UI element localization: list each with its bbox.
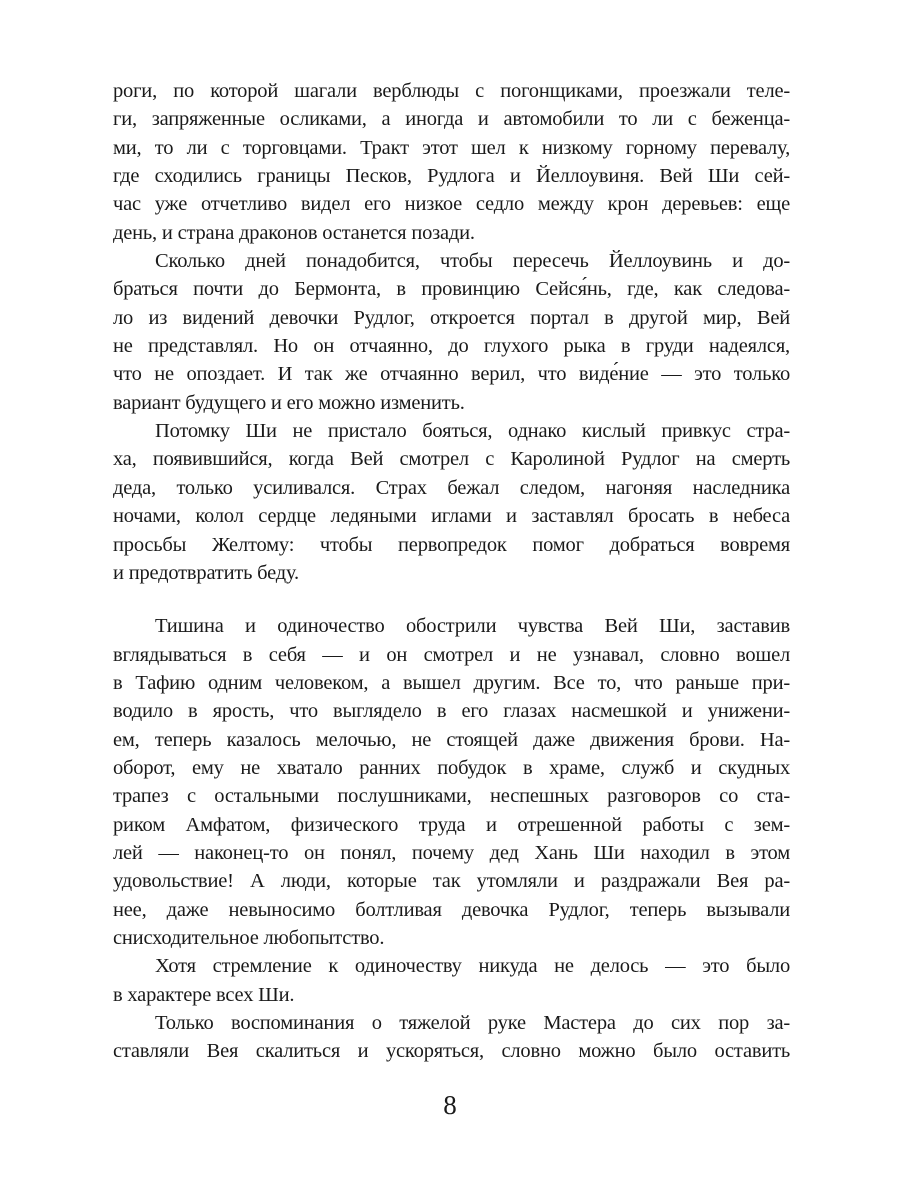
text-line: деда, только усиливался. Страх бежал следом, нагоняя наследника: [113, 476, 790, 499]
text-line: ги, запряженные осликами, а иногда и автомобили то ли с беженца-: [113, 108, 790, 131]
text-line: день, и страна драконов останется позади.: [113, 221, 475, 244]
text-line: водило в ярость, что выглядело в его глазах насмешкой и унижени-: [113, 700, 790, 723]
text-line: нее, даже невыносимо болтливая девочка Рудлог, теперь вызывали: [113, 898, 790, 921]
text-line: Потомку Ши не пристало бояться, однако кислый привкус стра-: [155, 420, 790, 443]
text-line: трапез с остальными послушниками, неспешных разговоров со ста-: [113, 785, 790, 808]
text-line: Сколько дней понадобится, чтобы пересечь Йеллоувинь и до-: [155, 250, 790, 273]
text-line: вглядываться в себя — и он смотрел и не узнавал, словно вошел: [113, 643, 790, 666]
text-line: снисходительное любопытство.: [113, 926, 385, 949]
paragraph: [113, 952, 790, 1009]
text-line: не представлял. Но он отчаянно, до глухого рыка в груди надеялся,: [113, 335, 790, 358]
text-line: Только воспоминания о тяжелой руке Мастера до сих пор за-: [155, 1012, 790, 1034]
paragraph: [113, 612, 790, 952]
text-line: ло из видений девочки Рудлог, откроется портал в другой мир, Вей: [113, 306, 790, 329]
paragraph: [113, 77, 790, 247]
text-line: ем, теперь казалось мелочью, не стоящей даже движения брови. На-: [113, 728, 790, 751]
text-line: в Тафию одним человеком, а вышел другим. Все то, что раньше при-: [113, 671, 790, 694]
paragraph: [113, 1009, 790, 1066]
text-line: в характере всех Ши.: [113, 983, 295, 1006]
text-line: лей — наконец-то он понял, почему дед Хань Ши находил в этом: [113, 841, 790, 864]
paragraph: [113, 247, 790, 417]
text-line: просьбы Желтому: чтобы первопредок помог добраться вовремя: [113, 533, 790, 556]
text-line: Хотя стремление к одиночеству никуда не делось — это было: [155, 955, 790, 978]
page-number: 8: [443, 1090, 457, 1120]
paragraph: [113, 417, 790, 587]
text-line: браться почти до Бермонта, в провинцию Сейся́нь, где, как следова-: [113, 278, 790, 301]
text-line: ставляли Вея скалиться и ускоряться, словно можно было оставить: [113, 1040, 790, 1063]
text-line: ми, то ли с торговцами. Тракт этот шел к низкому горному перевалу,: [113, 136, 790, 159]
text-line: Тишина и одиночество обострили чувства Вей Ши, заставив: [155, 615, 790, 638]
text-line: риком Амфатом, физического труда и отрешенной работы с зем-: [113, 813, 790, 836]
text-line: роги, по которой шагали верблюды с погонщиками, проезжали теле-: [113, 80, 790, 102]
text-line: вариант будущего и его можно изменить.: [113, 391, 465, 414]
text-line: ха, появившийся, когда Вей смотрел с Каролиной Рудлог на смерть: [113, 448, 790, 471]
text-line: оборот, ему не хватало ранних побудок в храме, служб и скудных: [113, 756, 790, 779]
text-line: удовольствие! А люди, которые так утомляли и раздражали Вея ра-: [113, 870, 790, 893]
text-line: ночами, колол сердце ледяными иглами и заставлял бросать в небеса: [113, 505, 790, 528]
text-line: и предотвратить беду.: [113, 561, 299, 584]
text-line: час уже отчетливо видел его низкое седло между крон деревьев: еще: [113, 193, 790, 216]
text-line: что не опоздает. И так же отчаянно верил, что виде́ние — это только: [113, 363, 790, 386]
text-line: где сходились границы Песков, Рудлога и Йеллоувиня. Вей Ши сей-: [113, 165, 790, 188]
page-body-text: [113, 77, 790, 1066]
